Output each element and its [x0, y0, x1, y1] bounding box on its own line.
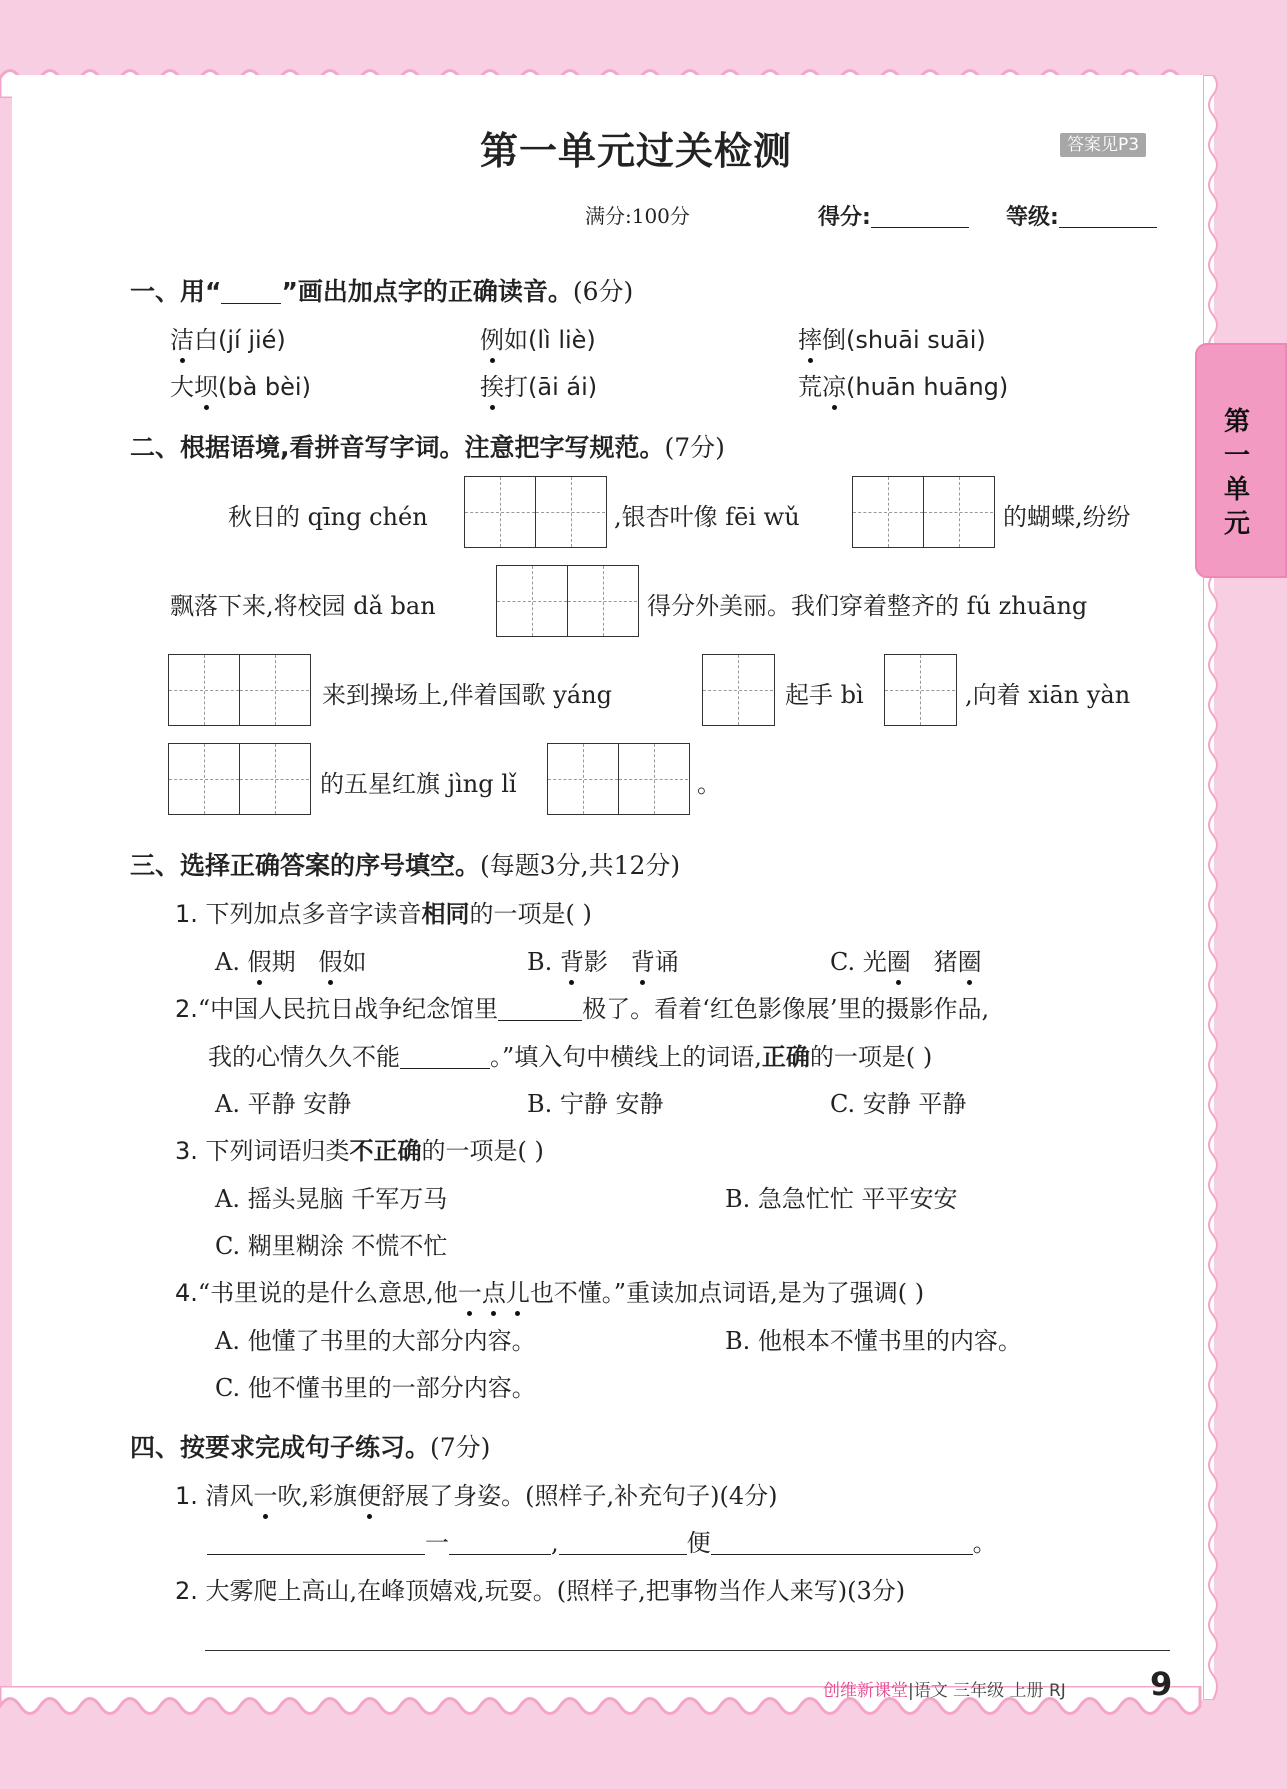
- s3-q1-option-c[interactable]: C. 光圈 猪圈: [830, 942, 982, 977]
- s3-q2-option-b[interactable]: B. 宁静 安静: [527, 1090, 664, 1118]
- s3-q2-option-a[interactable]: A. 平静 安静: [215, 1090, 352, 1118]
- wavy-right-border: [1203, 75, 1223, 1700]
- s3-question-4: 4.“书里说的是什么意思,他一点儿也不懂。”重读加点词语,是为了强调( ): [175, 1273, 924, 1308]
- full-score: 满分:100分: [585, 204, 690, 228]
- s3-q1-option-b[interactable]: B. 背影 背诵: [527, 942, 679, 977]
- s2-row4-text-2: 。: [697, 770, 721, 798]
- answer-reference-badge: 答案见P3: [1060, 133, 1146, 157]
- grade-field[interactable]: [1006, 200, 1157, 231]
- s4-q1-fill-line[interactable]: 一 , 便 。: [207, 1523, 997, 1558]
- s2-row3-text-3: ,向着 xiān yàn: [965, 681, 1131, 709]
- s3-q3-option-c[interactable]: C. 糊里糊涂 不慌不忙: [215, 1232, 448, 1260]
- unit-side-tab: [1195, 343, 1287, 578]
- s3-q3-option-b[interactable]: B. 急急忙忙 平平安安: [725, 1185, 958, 1213]
- writing-grid-daban[interactable]: [496, 565, 639, 637]
- s2-row4-text-1: 的五星红旗 jìng lǐ: [320, 770, 517, 798]
- section-1-heading: 一、用“ ”画出加点字的正确读音。(6分): [130, 277, 634, 306]
- s2-row1-text-1: 秋日的 qīng chén: [228, 503, 428, 531]
- brand-name: 创维新课堂: [823, 1681, 908, 1701]
- writing-grid-xianyan[interactable]: [168, 743, 311, 815]
- writing-grid-qingchen[interactable]: [464, 476, 607, 548]
- s2-row3-text-1: 来到操场上,伴着国歌 yáng: [322, 681, 612, 709]
- s4-question-1: 1. 清风一吹,彩旗便舒展了身姿。(照样子,补充句子)(4分): [175, 1476, 778, 1511]
- fill-blank-2[interactable]: [449, 1554, 551, 1555]
- fill-blank-1[interactable]: [207, 1554, 425, 1555]
- s3-q3-option-a[interactable]: A. 摇头晃脑 千军万马: [215, 1185, 448, 1213]
- s1-item-3: 摔倒(shuāi suāi): [798, 320, 986, 355]
- s3-question-2-line-2: 我的心情久久不能 。”填入句中横线上的词语,正确的一项是( ): [208, 1043, 933, 1071]
- writing-grid-feiwu[interactable]: [852, 476, 995, 548]
- score-blank[interactable]: [871, 227, 969, 228]
- s3-question-3: 3. 下列词语归类不正确的一项是( ): [175, 1137, 544, 1165]
- s1-item-2: 例如(lì liè): [480, 320, 596, 355]
- s1-item-6: 荒凉(huān huāng): [798, 367, 1008, 402]
- section-3-heading: 三、选择正确答案的序号填空。(每题3分,共12分): [130, 851, 681, 880]
- footer-divider: [205, 1650, 1170, 1651]
- writing-grid-fuzhuang[interactable]: [168, 654, 311, 726]
- s3-question-2-line-1: 2.“中国人民抗日战争纪念馆里 极了。看着‘红色影像展’里的摄影作品,: [175, 995, 990, 1023]
- page-number: 9: [1150, 1665, 1173, 1703]
- s1-item-1: 洁白(jí jié): [170, 320, 286, 355]
- fill-blank-4[interactable]: [711, 1554, 973, 1555]
- s3-q1-option-a[interactable]: A. 假期 假如: [215, 942, 367, 977]
- s3-question-1: 1. 下列加点多音字读音相同的一项是( ): [175, 900, 592, 928]
- unit-side-tab-label: 第一单元: [1223, 407, 1250, 539]
- book-info: |语文 三年级 上册 RJ: [908, 1681, 1066, 1701]
- s3-q4-option-c[interactable]: C. 他不懂书里的一部分内容。: [215, 1374, 536, 1402]
- grade-blank[interactable]: [1059, 227, 1157, 228]
- page-title: 第一单元过关检测: [480, 129, 793, 173]
- score-field[interactable]: [818, 200, 969, 231]
- s2-row2-text-2: 得分外美丽。我们穿着整齐的 fú zhuāng: [647, 592, 1088, 620]
- writing-grid-jingli[interactable]: [547, 743, 690, 815]
- s2-row3-text-2: 起手 bì: [785, 681, 864, 709]
- s1-item-4: 大坝(bà bèi): [170, 367, 311, 402]
- score-label: 得分:: [818, 205, 871, 230]
- writing-grid-bi[interactable]: [884, 654, 957, 726]
- writing-grid-yang[interactable]: [702, 654, 775, 726]
- grade-label: 等级:: [1006, 205, 1059, 230]
- s2-row2-text-1: 飘落下来,将校园 dǎ ban: [170, 592, 436, 620]
- footer-info: [823, 1676, 1066, 1701]
- fill-blank-3[interactable]: [559, 1554, 687, 1555]
- wavy-bottom-border: [0, 1686, 1287, 1726]
- s3-q2-option-c[interactable]: C. 安静 平静: [830, 1090, 967, 1118]
- s4-question-2: 2. 大雾爬上高山,在峰顶嬉戏,玩耍。(照样子,把事物当作人来写)(3分): [175, 1577, 906, 1605]
- s3-q4-option-a[interactable]: A. 他懂了书里的大部分内容。: [215, 1327, 536, 1355]
- section-4-heading: 四、按要求完成句子练习。(7分): [130, 1433, 491, 1462]
- s2-row1-text-3: 的蝴蝶,纷纷: [1003, 503, 1131, 531]
- s2-row1-text-2: ,银杏叶像 fēi wǔ: [614, 503, 800, 531]
- s1-item-5: 挨打(āi ái): [480, 367, 597, 402]
- section-2-heading: 二、根据语境,看拼音写字词。注意把字写规范。(7分): [130, 433, 725, 462]
- s3-q4-option-b[interactable]: B. 他根本不懂书里的内容。: [725, 1327, 1022, 1355]
